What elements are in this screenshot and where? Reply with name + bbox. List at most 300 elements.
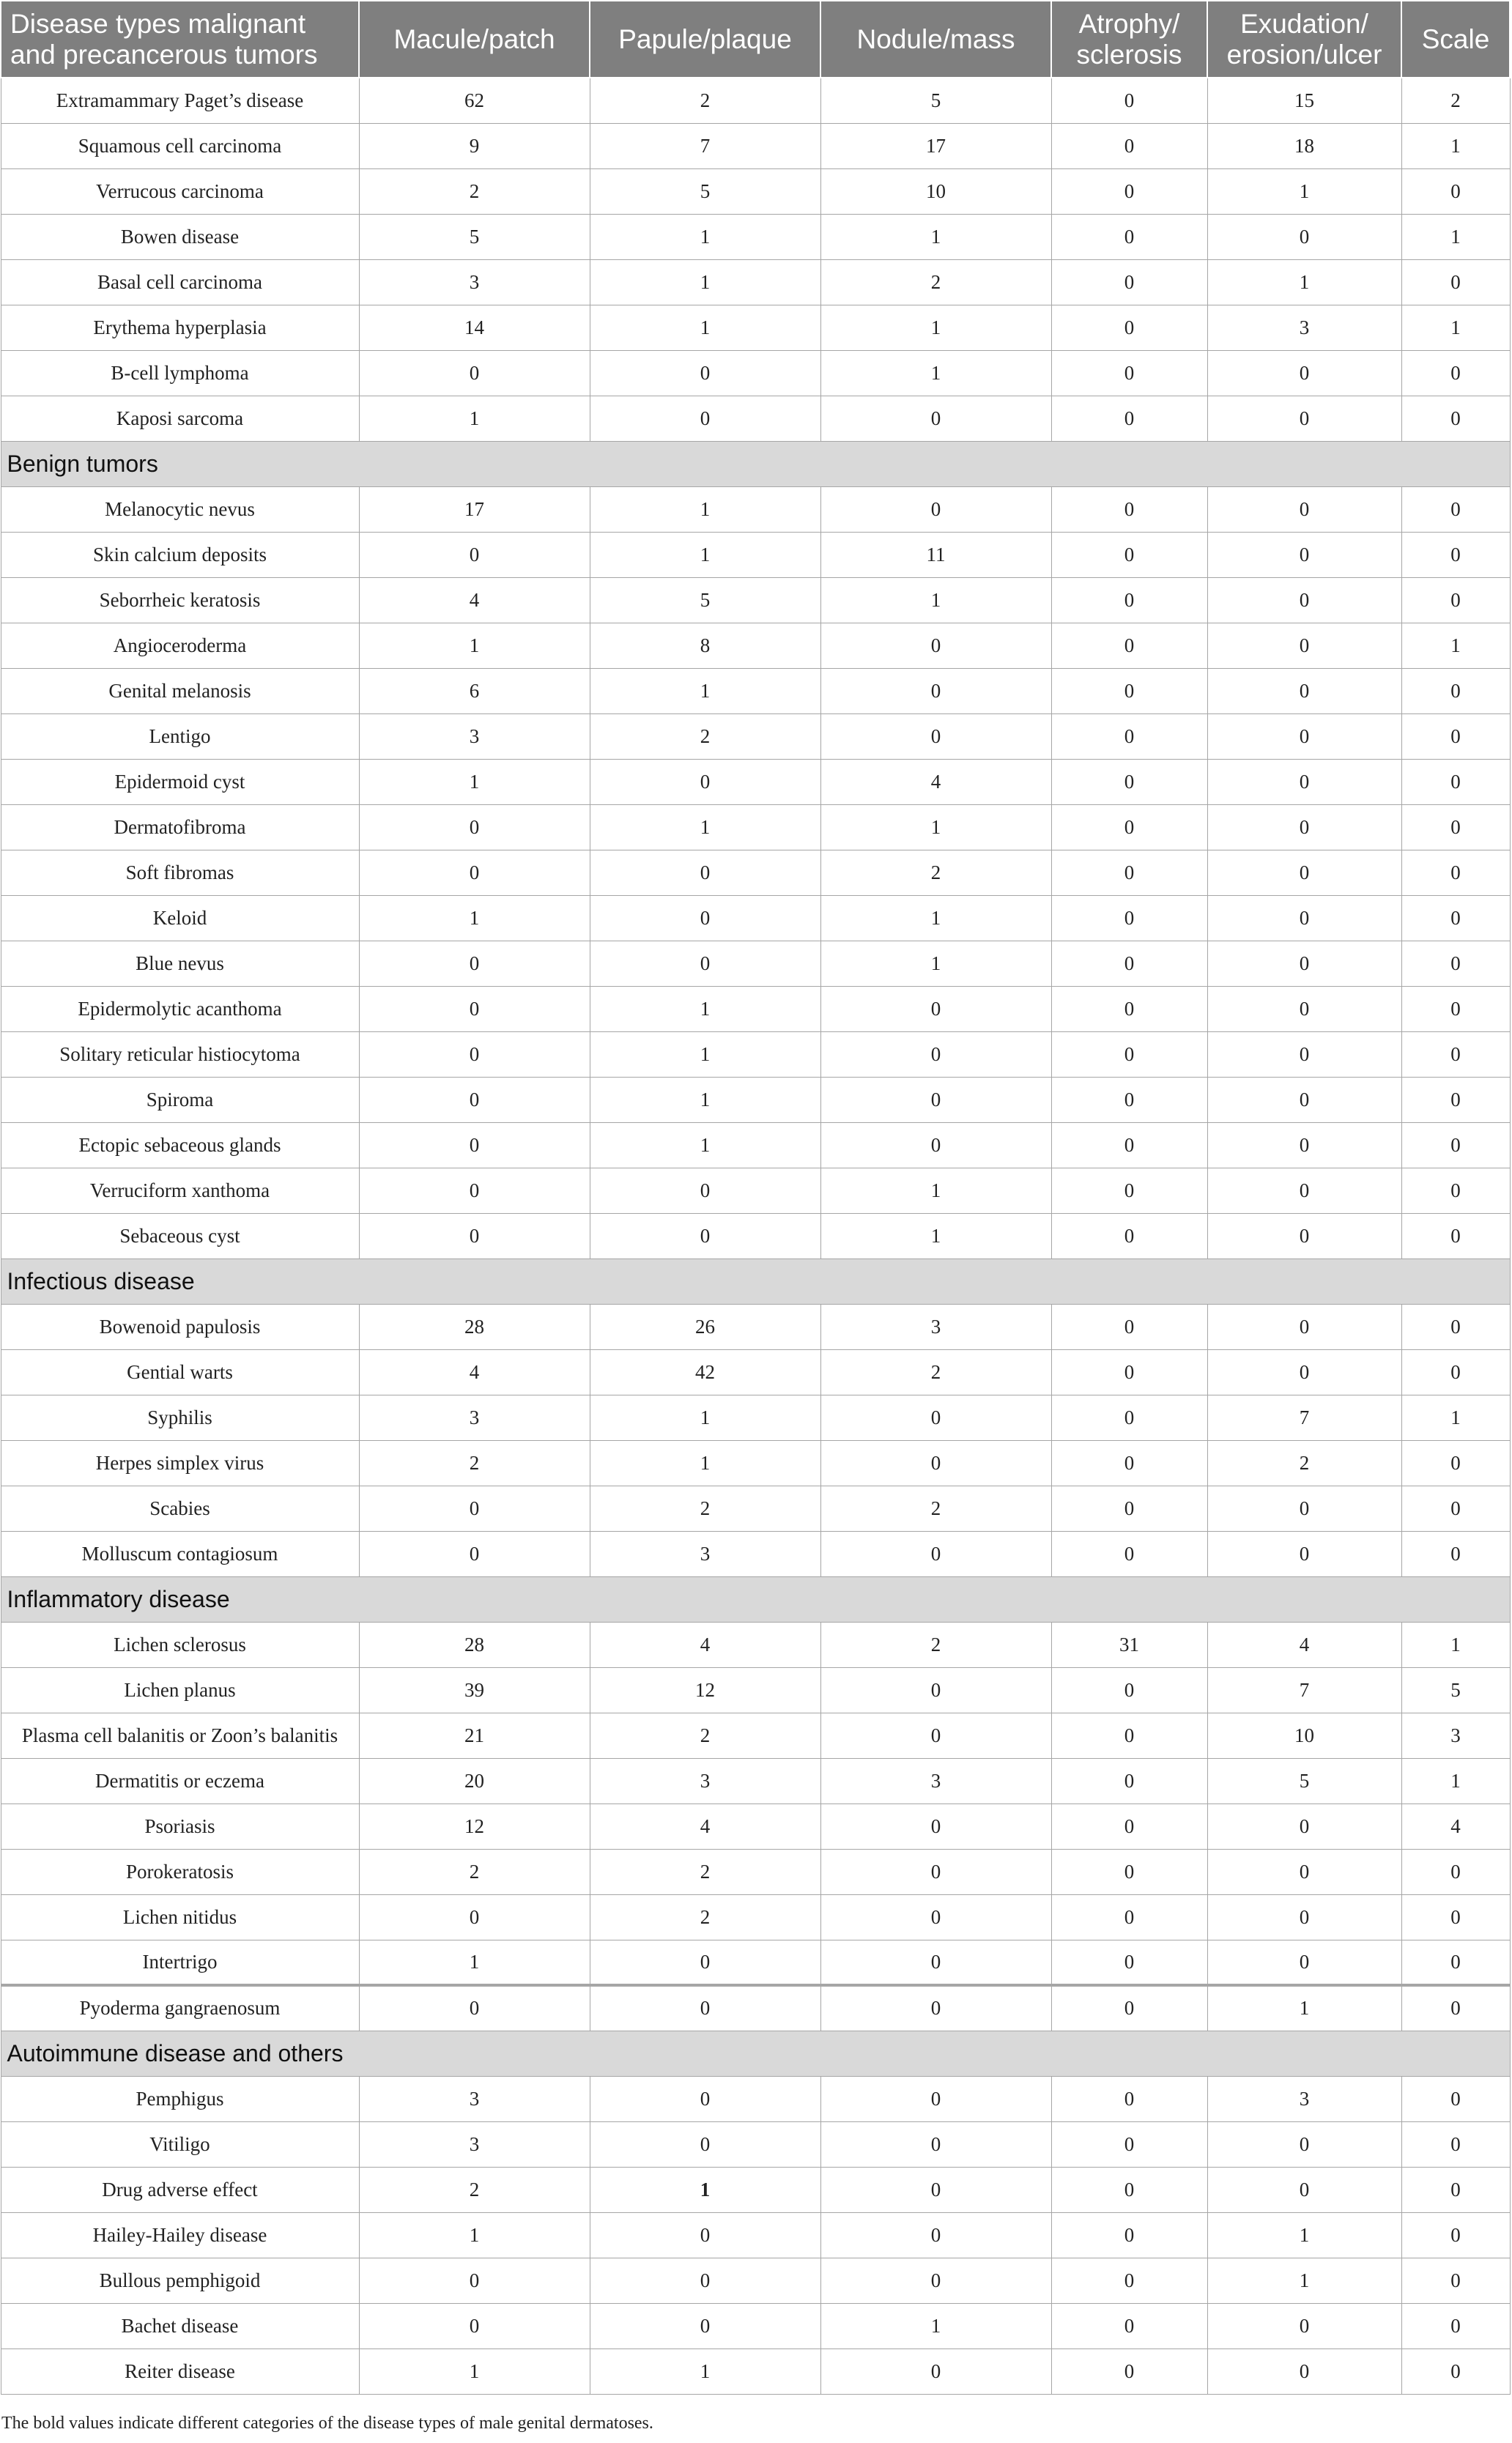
table-row (1, 1940, 1510, 1985)
disease-name-cell: Skin calcium deposits (1, 532, 359, 577)
count-cell: 0 (359, 1122, 590, 1168)
count-cell: 1 (1207, 259, 1401, 305)
count-cell: 2 (820, 850, 1051, 895)
disease-name-cell: Epidermolytic acanthoma (1, 986, 359, 1031)
count-cell: 5 (359, 214, 590, 259)
disease-name-cell: Seborrheic keratosis (1, 577, 359, 623)
count-cell: 0 (590, 2258, 820, 2303)
count-cell: 1 (1401, 1758, 1510, 1803)
count-cell: 3 (1207, 2076, 1401, 2121)
count-cell: 0 (1051, 759, 1207, 804)
count-cell: 0 (1207, 759, 1401, 804)
count-cell: 0 (1051, 1803, 1207, 1849)
disease-name-cell: Porokeratosis (1, 1849, 359, 1894)
table-row (1, 2212, 1510, 2258)
table-row (1, 2121, 1510, 2167)
count-cell: 18 (1207, 123, 1401, 168)
table-row (1, 1031, 1510, 1077)
count-cell: 0 (1401, 759, 1510, 804)
count-cell: 42 (590, 1349, 820, 1395)
count-cell: 3 (820, 1304, 1051, 1349)
count-cell: 0 (1051, 168, 1207, 214)
count-cell: 0 (1401, 2076, 1510, 2121)
count-cell: 1 (1207, 2258, 1401, 2303)
count-cell: 0 (1207, 2349, 1401, 2394)
count-cell: 0 (359, 2258, 590, 2303)
count-cell: 0 (820, 486, 1051, 532)
count-cell: 0 (359, 1486, 590, 1531)
section-label: Benign tumors (1, 441, 1510, 486)
disease-name-cell: Melanocytic nevus (1, 486, 359, 532)
count-cell: 1 (590, 1077, 820, 1122)
count-cell: 0 (1401, 804, 1510, 850)
count-cell: 0 (1401, 1077, 1510, 1122)
table-row (1, 1395, 1510, 1440)
count-cell: 62 (359, 78, 590, 123)
header-row (1, 1, 1510, 78)
count-cell: 1 (590, 305, 820, 350)
count-cell: 1 (590, 1122, 820, 1168)
count-cell: 0 (359, 850, 590, 895)
count-cell: 0 (820, 1894, 1051, 1940)
count-cell: 0 (359, 1531, 590, 1576)
table-row (1, 577, 1510, 623)
disease-name-cell: Squamous cell carcinoma (1, 123, 359, 168)
count-cell: 0 (1051, 1849, 1207, 1894)
count-cell: 3 (359, 259, 590, 305)
count-cell: 0 (1051, 2076, 1207, 2121)
count-cell: 17 (359, 486, 590, 532)
count-cell: 0 (1051, 2303, 1207, 2349)
count-cell: 0 (1051, 2212, 1207, 2258)
disease-name-cell: Pyoderma gangraenosum (1, 1985, 359, 2031)
disease-name-cell: Lentigo (1, 713, 359, 759)
count-cell: 0 (820, 623, 1051, 668)
count-cell: 1 (359, 2212, 590, 2258)
count-cell: 1 (590, 668, 820, 713)
count-cell: 28 (359, 1622, 590, 1667)
count-cell: 0 (820, 2349, 1051, 2394)
disease-name-cell: Epidermoid cyst (1, 759, 359, 804)
count-cell: 0 (590, 850, 820, 895)
count-cell: 1 (1401, 1622, 1510, 1667)
count-cell: 0 (359, 1213, 590, 1258)
count-cell: 20 (359, 1758, 590, 1803)
count-cell: 0 (1051, 804, 1207, 850)
count-cell: 0 (359, 804, 590, 850)
count-cell: 3 (820, 1758, 1051, 1803)
table-row (1, 214, 1510, 259)
count-cell: 0 (820, 1077, 1051, 1122)
count-cell: 0 (1207, 1486, 1401, 1531)
table-row (1, 486, 1510, 532)
count-cell: 0 (1401, 713, 1510, 759)
count-cell: 1 (820, 350, 1051, 396)
count-cell: 0 (359, 1031, 590, 1077)
count-cell: 0 (1051, 895, 1207, 941)
count-cell: 0 (1401, 1894, 1510, 1940)
count-cell: 0 (359, 2303, 590, 2349)
section-label: Inflammatory disease (1, 1576, 1510, 1622)
count-cell: 1 (820, 804, 1051, 850)
count-cell: 0 (1401, 1531, 1510, 1576)
count-cell: 1 (820, 1213, 1051, 1258)
count-cell: 3 (1401, 1713, 1510, 1758)
table-row (1, 1803, 1510, 1849)
count-cell: 0 (1401, 1440, 1510, 1486)
count-cell: 0 (1207, 941, 1401, 986)
section-header-row (1, 2031, 1510, 2076)
table-row (1, 1622, 1510, 1667)
count-cell: 0 (590, 396, 820, 441)
disease-name-cell: Herpes simplex virus (1, 1440, 359, 1486)
count-cell: 0 (1051, 1349, 1207, 1395)
section-label: Autoimmune disease and others (1, 2031, 1510, 2076)
count-cell: 0 (820, 1122, 1051, 1168)
count-cell: 0 (1051, 2349, 1207, 2394)
count-cell: 4 (590, 1803, 820, 1849)
column-header-nodule-mass: Nodule/mass (820, 1, 1051, 78)
count-cell: 17 (820, 123, 1051, 168)
disease-name-cell: Ectopic sebaceous glands (1, 1122, 359, 1168)
count-cell: 1 (820, 577, 1051, 623)
table-row (1, 1894, 1510, 1940)
section-header-row (1, 441, 1510, 486)
count-cell: 3 (590, 1758, 820, 1803)
count-cell: 0 (1051, 850, 1207, 895)
count-cell: 0 (820, 2167, 1051, 2212)
count-cell: 2 (590, 1713, 820, 1758)
count-cell: 1 (590, 1031, 820, 1077)
count-cell: 0 (590, 1168, 820, 1213)
count-cell: 0 (1207, 350, 1401, 396)
count-cell: 2 (590, 713, 820, 759)
table-row (1, 1667, 1510, 1713)
count-cell: 4 (359, 1349, 590, 1395)
count-cell: 0 (590, 2121, 820, 2167)
table-row (1, 123, 1510, 168)
count-cell: 3 (359, 1395, 590, 1440)
count-cell: 7 (590, 123, 820, 168)
count-cell: 0 (590, 1985, 820, 2031)
count-cell: 0 (1051, 1031, 1207, 1077)
count-cell: 0 (1207, 986, 1401, 1031)
count-cell: 0 (1051, 1667, 1207, 1713)
count-cell: 0 (1401, 486, 1510, 532)
count-cell: 21 (359, 1713, 590, 1758)
count-cell: 0 (1207, 577, 1401, 623)
count-cell: 3 (590, 1531, 820, 1576)
count-cell: 15 (1207, 78, 1401, 123)
count-cell: 0 (1207, 1122, 1401, 1168)
disease-name-cell: Angioceroderma (1, 623, 359, 668)
count-cell: 0 (359, 1077, 590, 1122)
table-row (1, 78, 1510, 123)
table-row (1, 1304, 1510, 1349)
disease-name-cell: Gential warts (1, 1349, 359, 1395)
table-row (1, 1349, 1510, 1395)
count-cell: 0 (1401, 1122, 1510, 1168)
count-cell: 0 (1051, 532, 1207, 577)
column-header-atrophy-sclerosis: Atrophy/ sclerosis (1051, 1, 1207, 78)
count-cell: 1 (590, 1440, 820, 1486)
count-cell: 8 (590, 623, 820, 668)
count-cell: 1 (590, 2349, 820, 2394)
table-row (1, 1985, 1510, 2031)
count-cell: 0 (820, 396, 1051, 441)
disease-name-cell: Bowenoid papulosis (1, 1304, 359, 1349)
count-cell: 1 (1401, 1395, 1510, 1440)
count-cell: 0 (1207, 1349, 1401, 1395)
disease-name-cell: Plasma cell balanitis or Zoon’s balanitis (1, 1713, 359, 1758)
disease-name-cell: Reiter disease (1, 2349, 359, 2394)
count-cell: 2 (590, 1894, 820, 1940)
count-cell: 0 (1401, 396, 1510, 441)
count-cell: 0 (1051, 1894, 1207, 1940)
count-cell: 10 (820, 168, 1051, 214)
count-cell: 0 (1051, 1304, 1207, 1349)
table-row (1, 532, 1510, 577)
count-cell: 3 (359, 2076, 590, 2121)
count-cell: 0 (1401, 2349, 1510, 2394)
count-cell: 10 (1207, 1713, 1401, 1758)
count-cell: 0 (590, 941, 820, 986)
disease-name-cell: Drug adverse effect (1, 2167, 359, 2212)
count-cell: 4 (1401, 1803, 1510, 1849)
count-cell: 0 (1401, 1940, 1510, 1985)
count-cell: 0 (1051, 1077, 1207, 1122)
count-cell: 0 (820, 1440, 1051, 1486)
section-header-row (1, 1258, 1510, 1304)
count-cell: 0 (1207, 1940, 1401, 1985)
table-row (1, 804, 1510, 850)
table-row (1, 668, 1510, 713)
count-cell: 0 (590, 759, 820, 804)
disease-name-cell: Bachet disease (1, 2303, 359, 2349)
count-cell: 0 (820, 668, 1051, 713)
table-row (1, 1486, 1510, 1531)
count-cell: 0 (1207, 1168, 1401, 1213)
count-cell: 0 (1207, 1213, 1401, 1258)
count-cell: 0 (1401, 350, 1510, 396)
count-cell: 5 (590, 168, 820, 214)
disease-name-cell: Bullous pemphigoid (1, 2258, 359, 2303)
count-cell: 0 (1401, 1985, 1510, 2031)
count-cell: 0 (359, 1985, 590, 2031)
count-cell: 0 (1051, 305, 1207, 350)
table-row (1, 1122, 1510, 1168)
count-cell: 1 (590, 986, 820, 1031)
count-cell: 0 (1401, 532, 1510, 577)
count-cell: 0 (1401, 1213, 1510, 1258)
count-cell: 0 (359, 986, 590, 1031)
count-cell: 0 (820, 1940, 1051, 1985)
count-cell: 2 (590, 1486, 820, 1531)
count-cell: 1 (590, 259, 820, 305)
count-cell: 0 (820, 1667, 1051, 1713)
disease-name-cell: Lichen sclerosus (1, 1622, 359, 1667)
disease-name-cell: Soft fibromas (1, 850, 359, 895)
count-cell: 1 (820, 941, 1051, 986)
table-row (1, 350, 1510, 396)
count-cell: 0 (1207, 214, 1401, 259)
count-cell: 2 (359, 1849, 590, 1894)
count-cell: 0 (820, 1985, 1051, 2031)
count-cell: 0 (1051, 1531, 1207, 1576)
count-cell: 2 (820, 259, 1051, 305)
count-cell: 0 (1207, 1304, 1401, 1349)
table-row (1, 305, 1510, 350)
count-cell: 2 (359, 168, 590, 214)
count-cell: 0 (820, 1713, 1051, 1758)
count-cell: 26 (590, 1304, 820, 1349)
count-cell: 1 (590, 2167, 820, 2212)
count-cell: 1 (820, 2303, 1051, 2349)
count-cell: 39 (359, 1667, 590, 1713)
disease-name-cell: Solitary reticular histiocytoma (1, 1031, 359, 1077)
count-cell: 0 (1051, 2258, 1207, 2303)
table-row (1, 1531, 1510, 1576)
count-cell: 0 (359, 350, 590, 396)
count-cell: 1 (590, 804, 820, 850)
disease-name-cell: Bowen disease (1, 214, 359, 259)
count-cell: 0 (1051, 668, 1207, 713)
count-cell: 0 (1051, 78, 1207, 123)
count-cell: 5 (1401, 1667, 1510, 1713)
count-cell: 0 (820, 1849, 1051, 1894)
count-cell: 0 (1051, 214, 1207, 259)
table-row (1, 713, 1510, 759)
count-cell: 0 (820, 2212, 1051, 2258)
count-cell: 11 (820, 532, 1051, 577)
count-cell: 12 (590, 1667, 820, 1713)
count-cell: 0 (1051, 1168, 1207, 1213)
table-row (1, 1440, 1510, 1486)
column-header-exudation-erosion-ulcer: Exudation/ erosion/ulcer (1207, 1, 1401, 78)
count-cell: 0 (1051, 1940, 1207, 1985)
count-cell: 2 (590, 78, 820, 123)
count-cell: 0 (820, 2076, 1051, 2121)
count-cell: 0 (1207, 623, 1401, 668)
count-cell: 0 (1401, 941, 1510, 986)
count-cell: 0 (820, 1395, 1051, 1440)
count-cell: 0 (1401, 986, 1510, 1031)
disease-name-cell: Genital melanosis (1, 668, 359, 713)
count-cell: 0 (1401, 2258, 1510, 2303)
count-cell: 0 (1207, 2303, 1401, 2349)
count-cell: 2 (590, 1849, 820, 1894)
disease-name-cell: Psoriasis (1, 1803, 359, 1849)
table-row (1, 259, 1510, 305)
count-cell: 0 (1401, 168, 1510, 214)
count-cell: 9 (359, 123, 590, 168)
count-cell: 0 (1401, 2212, 1510, 2258)
count-cell: 31 (1051, 1622, 1207, 1667)
count-cell: 1 (590, 214, 820, 259)
count-cell: 0 (1401, 2167, 1510, 2212)
count-cell: 0 (1401, 895, 1510, 941)
count-cell: 0 (1051, 486, 1207, 532)
count-cell: 5 (1207, 1758, 1401, 1803)
count-cell: 0 (1401, 577, 1510, 623)
table-row (1, 396, 1510, 441)
count-cell: 3 (1207, 305, 1401, 350)
table-row (1, 2258, 1510, 2303)
count-cell: 3 (359, 2121, 590, 2167)
count-cell: 0 (1051, 1395, 1207, 1440)
table-row (1, 2349, 1510, 2394)
disease-name-cell: Spiroma (1, 1077, 359, 1122)
count-cell: 0 (1051, 1213, 1207, 1258)
count-cell: 1 (820, 214, 1051, 259)
table-row (1, 1077, 1510, 1122)
count-cell: 0 (1207, 1894, 1401, 1940)
count-cell: 0 (820, 1531, 1051, 1576)
table-row (1, 2167, 1510, 2212)
count-cell: 1 (359, 1940, 590, 1985)
disease-name-cell: Verrucous carcinoma (1, 168, 359, 214)
table-row (1, 986, 1510, 1031)
table-footnote: The bold values indicate different categories of the disease types of male genital dermatoses. (1, 2414, 653, 2433)
count-cell: 1 (1401, 305, 1510, 350)
count-cell: 0 (1051, 577, 1207, 623)
count-cell: 0 (820, 713, 1051, 759)
count-cell: 1 (1207, 2212, 1401, 2258)
count-cell: 0 (359, 1894, 590, 1940)
count-cell: 0 (1207, 532, 1401, 577)
count-cell: 0 (1401, 2121, 1510, 2167)
count-cell: 7 (1207, 1395, 1401, 1440)
count-cell: 0 (1051, 623, 1207, 668)
count-cell: 0 (1207, 1803, 1401, 1849)
count-cell: 0 (1051, 941, 1207, 986)
count-cell: 1 (590, 1395, 820, 1440)
count-cell: 0 (1051, 2167, 1207, 2212)
table-row (1, 168, 1510, 214)
count-cell: 0 (1401, 1168, 1510, 1213)
count-cell: 0 (1207, 850, 1401, 895)
count-cell: 0 (1051, 986, 1207, 1031)
count-cell: 0 (1401, 1849, 1510, 1894)
count-cell: 0 (820, 2258, 1051, 2303)
count-cell: 0 (359, 532, 590, 577)
count-cell: 0 (1401, 850, 1510, 895)
count-cell: 0 (1051, 1486, 1207, 1531)
count-cell: 4 (590, 1622, 820, 1667)
count-cell: 0 (1207, 1849, 1401, 1894)
disease-name-cell: Extramammary Paget’s disease (1, 78, 359, 123)
count-cell: 0 (1207, 486, 1401, 532)
count-cell: 0 (1401, 1349, 1510, 1395)
count-cell: 0 (590, 2303, 820, 2349)
count-cell: 0 (820, 986, 1051, 1031)
count-cell: 0 (1051, 396, 1207, 441)
count-cell: 0 (1051, 350, 1207, 396)
count-cell: 0 (1051, 1713, 1207, 1758)
count-cell: 0 (590, 895, 820, 941)
table-row (1, 941, 1510, 986)
disease-name-cell: Kaposi sarcoma (1, 396, 359, 441)
table-row (1, 2303, 1510, 2349)
count-cell: 2 (359, 2167, 590, 2212)
table-row (1, 1713, 1510, 1758)
count-cell: 0 (820, 2121, 1051, 2167)
table-row (1, 759, 1510, 804)
count-cell: 0 (1401, 1304, 1510, 1349)
count-cell: 0 (1401, 668, 1510, 713)
disease-name-cell: Lichen nitidus (1, 1894, 359, 1940)
count-cell: 1 (359, 623, 590, 668)
